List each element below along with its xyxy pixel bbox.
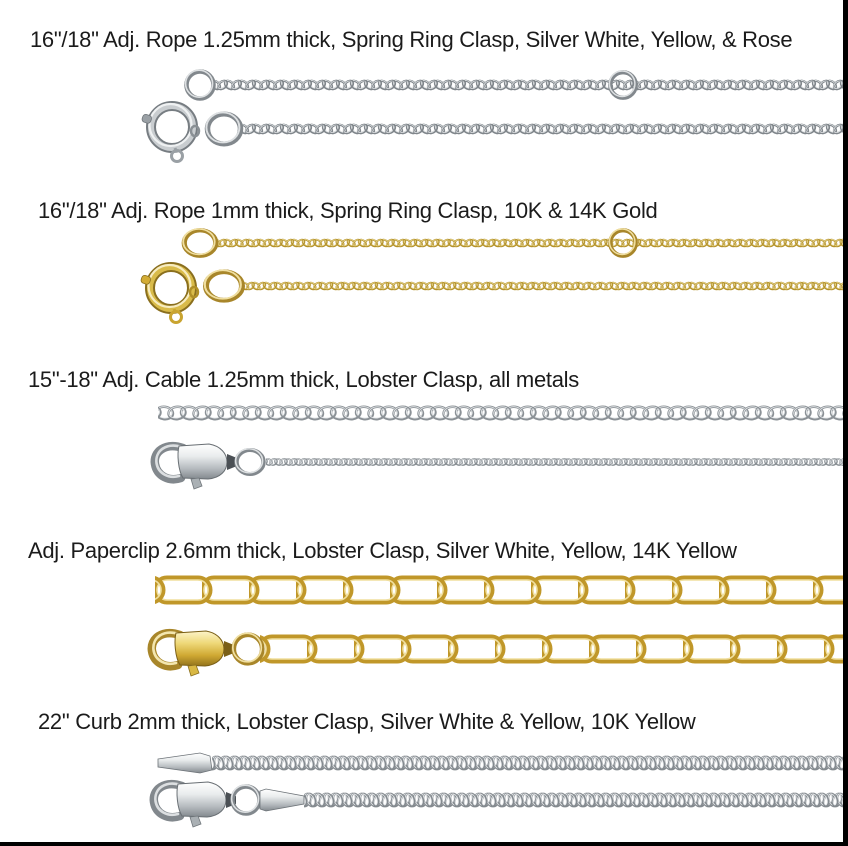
chain-image-curb-silver [154, 752, 848, 827]
lobster-clasp [152, 631, 234, 676]
chain-strand-lower [240, 119, 848, 139]
chain-strand-lower [260, 633, 848, 665]
jump-ring [205, 270, 242, 300]
taper-connector [260, 789, 304, 811]
chain-strand-upper [158, 401, 848, 425]
chain-strand-lower [304, 789, 848, 811]
chain-label-rope-gold: 16"/18" Adj. Rope 1mm thick, Spring Ring Clasp, 10K & 14K Gold [38, 198, 658, 223]
chain-strand-lower [266, 456, 848, 468]
jump-ring [183, 229, 216, 256]
chain-label-cable: 15"-18" Adj. Cable 1.25mm thick, Lobster Clasp, all metals [28, 367, 579, 392]
end-cap [158, 753, 212, 773]
jump-ring [233, 633, 262, 663]
chain-strand-upper [212, 752, 848, 774]
chain-strand-upper [212, 75, 848, 95]
lobster-clasp [154, 782, 236, 827]
bottom-border [0, 842, 848, 846]
chain-strand-lower [242, 278, 848, 294]
lobster-clasp [155, 444, 237, 489]
spring-ring-clasp [141, 104, 199, 162]
right-border [843, 0, 848, 846]
chain-label-rope-silver: 16"/18" Adj. Rope 1.25mm thick, Spring Ring Clasp, Silver White, Yellow, & Rose [30, 27, 793, 52]
spring-ring-clasp [140, 265, 198, 323]
jump-ring [236, 449, 264, 474]
chain-image-cable-silver [155, 401, 848, 489]
chain-image-paperclip-gold [152, 574, 848, 676]
chain-label-paperclip: Adj. Paperclip 2.6mm thick, Lobster Clasp, Silver White, Yellow, 14K Yellow [28, 538, 737, 563]
chain-strand-upper [214, 235, 848, 251]
chain-label-curb: 22" Curb 2mm thick, Lobster Clasp, Silver White & Yellow, 10K Yellow [38, 709, 696, 734]
jump-ring [186, 70, 214, 98]
chain-image-rope-gold [140, 229, 848, 323]
chain-strand-upper [155, 574, 848, 606]
chain-image-rope-silver [141, 70, 848, 161]
jump-ring [206, 113, 240, 145]
